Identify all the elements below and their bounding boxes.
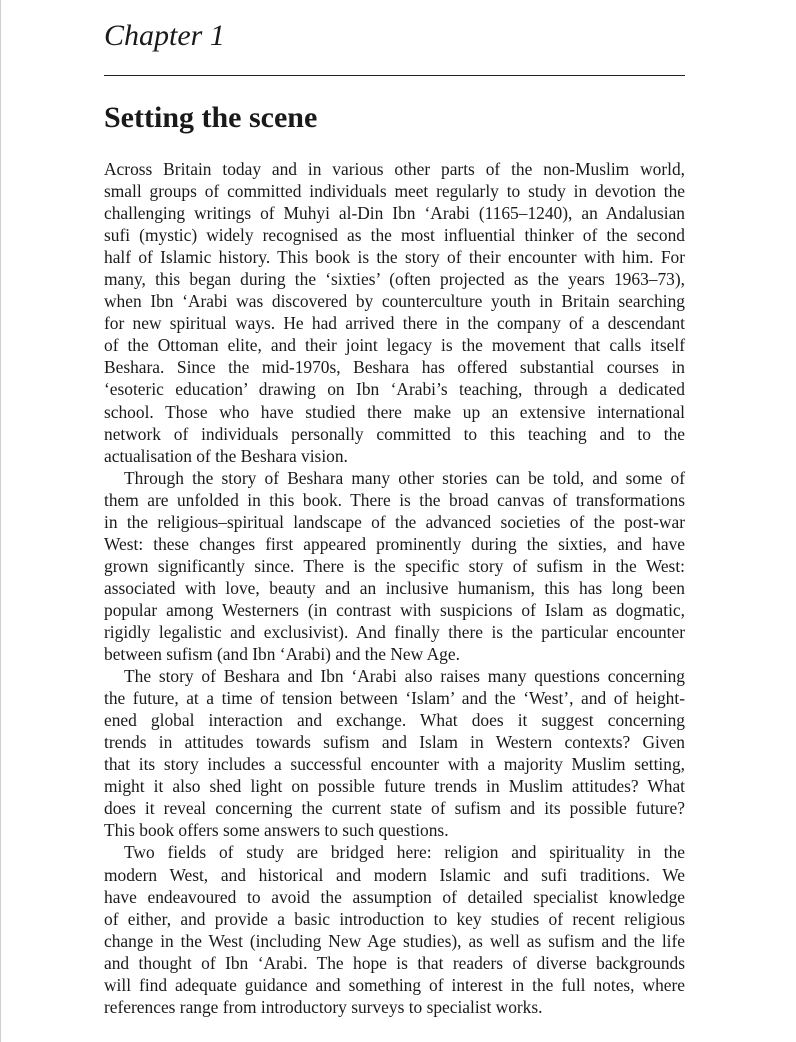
text-line: when Ibn ‘Arabi was discovered by counterculture youth in Britain searching [104, 291, 685, 312]
text-line: school. Those who have studied there make up an extensive international [104, 401, 685, 422]
text-line: ‘esoteric education’ drawing on Ibn ‘Arabi’s teaching, through a dedicated [104, 379, 685, 400]
text-line: Two fields of study are bridged here: religion and spirituality in the [124, 842, 685, 863]
text-line: might it also shed light on possible future trends in Muslim attitudes? What [104, 776, 685, 797]
text-line: The story of Beshara and Ibn ‘Arabi also raises many questions concerning [124, 666, 685, 687]
text-line: rigidly legalistic and exclusivist). And finally there is the particular encounter [104, 621, 685, 642]
page-edge [0, 0, 1, 1042]
text-line: modern West, and historical and modern Islamic and sufi traditions. We [104, 864, 685, 885]
text-line: have endeavoured to avoid the assumption of detailed specialist knowledge [104, 886, 685, 907]
text-line: of either, and provide a basic introduction to key studies of recent religious [104, 908, 685, 929]
text-line: that its story includes a successful encounter with a majority Muslim setting, [104, 754, 685, 775]
chapter-rule [104, 75, 685, 76]
text-line: associated with love, beauty and an inclusive humanism, this has long been [104, 577, 685, 598]
text-line: does it reveal concerning the current state of sufism and its possible future? [104, 798, 685, 819]
text-line: for new spiritual ways. He had arrived there in the company of a descendant [104, 313, 685, 334]
text-line: grown significantly since. There is the specific story of sufism in the West: [104, 555, 685, 576]
text-line: change in the West (including New Age studies), as well as sufism and the life [104, 930, 685, 951]
text-line: half of Islamic history. This book is the story of their encounter with him. For [104, 247, 685, 268]
text-line: sufi (mystic) widely recognised as the most influential thinker of the second [104, 225, 685, 246]
text-line: Beshara. Since the mid-1970s, Beshara has offered substantial courses in [104, 357, 685, 378]
text-line: actualisation of the Beshara vision. [104, 445, 348, 466]
text-line: the future, at a time of tension between ‘Islam’ and the ‘West’, and of height- [104, 688, 685, 709]
text-line: in the religious–spiritual landscape of the advanced societies of the post-war [104, 511, 685, 532]
text-line: of the Ottoman elite, and their joint legacy is the movement that calls itself [104, 335, 685, 356]
text-line: small groups of committed individuals meet regularly to study in devotion the [104, 181, 685, 202]
text-line: challenging writings of Muhyi al-Din Ibn ‘Arabi (1165–1240), an Andalusian [104, 203, 685, 224]
text-line: Across Britain today and in various other parts of the non-Muslim world, [104, 159, 685, 179]
text-line: many, this began during the ‘sixties’ (often projected as the years 1963–73), [104, 269, 685, 290]
body-text [104, 158, 685, 1018]
text-line: This book offers some answers to such questions. [104, 820, 449, 841]
chapter-title: Setting the scene [104, 101, 318, 134]
text-line: trends in attitudes towards sufism and Islam in Western contexts? Given [104, 732, 685, 753]
chapter-label: Chapter 1 [104, 19, 225, 52]
text-line: popular among Westerners (in contrast with suspicions of Islam as dogmatic, [104, 599, 685, 620]
text-line: Through the story of Beshara many other stories can be told, and some of [124, 467, 685, 488]
text-line: them are unfolded in this book. There is the broad canvas of transformations [104, 489, 685, 510]
text-line: will find adequate guidance and something of interest in the full notes, where [104, 974, 685, 995]
text-line: network of individuals personally committed to this teaching and to the [104, 423, 685, 444]
text-line: ened global interaction and exchange. What does it suggest concerning [104, 710, 685, 731]
text-line: between sufism (and Ibn ‘Arabi) and the New Age. [104, 644, 460, 665]
text-line: West: these changes first appeared prominently during the sixties, and have [104, 533, 685, 554]
text-line: references range from introductory surveys to specialist works. [104, 996, 543, 1017]
text-line: and thought of Ibn ‘Arabi. The hope is that readers of diverse backgrounds [104, 952, 685, 973]
